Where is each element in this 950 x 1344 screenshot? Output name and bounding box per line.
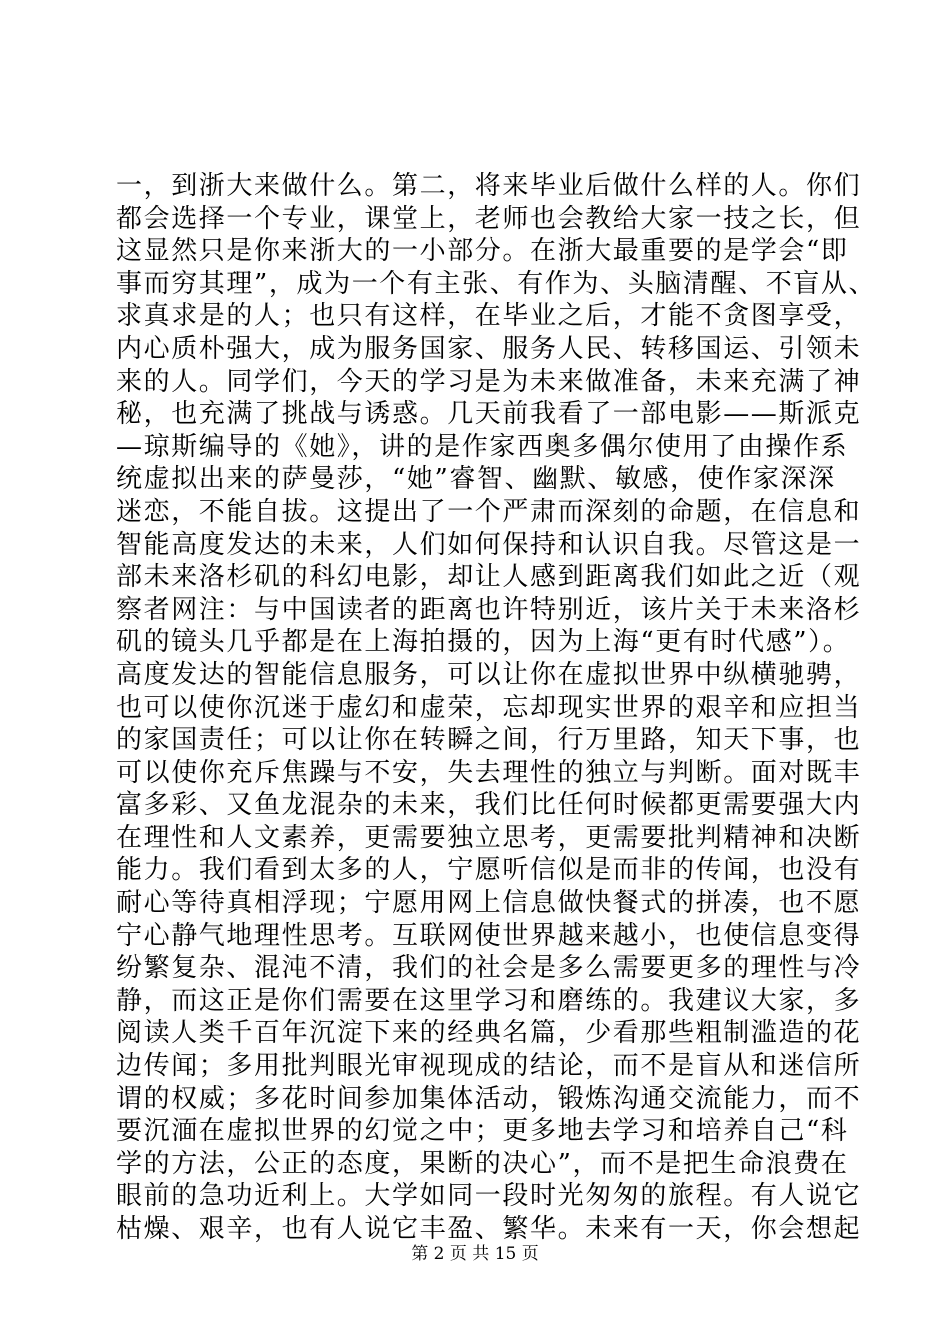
text-line: 统虚拟出来的萨曼莎，“她”睿智、幽默、敏感，使作家深深 [116,464,836,495]
text-line: 谓的权威；多花时间参加集体活动，锻炼沟通交流能力，而不 [116,1083,862,1114]
text-line: 这显然只是你来浙大的一小部分。在浙大最重要的是学会“即 [116,236,849,267]
text-line: 富多彩、又鱼龙混杂的未来，我们比任何时候都更需要强大内 [116,790,862,821]
text-line: 宁心静气地理性思考。互联网使世界越来越小，也使信息变得 [116,920,862,951]
text-line: 能力。我们看到太多的人，宁愿听信似是而非的传闻，也没有 [116,855,862,886]
text-line: 阅读人类千百年沉淀下来的经典名篇，少看那些粗制滥造的花 [116,1018,862,1049]
text-line: 事而穷其理”，成为一个有主张、有作为、头脑清醒、不盲从、 [116,268,877,299]
text-line: 矶的镜头几乎都是在上海拍摄的，因为上海“更有时代感”）。 [116,627,851,658]
text-line: 求真求是的人；也只有这样，在毕业之后，才能不贪图享受， [116,301,862,332]
text-line: 眼前的急功近利上。大学如同一段时光匆匆的旅程。有人说它 [116,1181,862,1212]
text-line: 耐心等待真相浮现；宁愿用网上信息做快餐式的拼凑，也不愿 [116,888,862,919]
text-line: 枯燥、艰辛，也有人说它丰盈、繁华。未来有一天，你会想起 [116,1214,862,1244]
page-number-footer: 第 2 页 共 15 页 [411,1244,539,1264]
text-line: 察者网注：与中国读者的距离也许特别近，该片关于未来洛杉 [116,594,862,625]
text-line: —琼斯编导的《她》，讲的是作家西奥多偶尔使用了由操作系 [116,431,849,462]
text-line: 秘，也充满了挑战与诱惑。几天前我看了一部电影——斯派克 [116,399,862,430]
text-line: 智能高度发达的未来，人们如何保持和认识自我。尽管这是一 [116,529,862,560]
text-line: 的家国责任；可以让你在转瞬之间，行万里路，知天下事，也 [116,725,862,756]
text-line: 要沉湎在虚拟世界的幻觉之中；更多地去学习和培养自己“科 [116,1116,849,1147]
text-line: 在理性和人文素养，更需要独立思考，更需要批判精神和决断 [116,822,862,853]
text-line: 迷恋，不能自拔。这提出了一个严肃而深刻的命题，在信息和 [116,496,862,527]
body-text [116,170,877,1246]
text-line: 也可以使你沉迷于虚幻和虚荣，忘却现实世界的艰辛和应担当 [116,692,862,723]
text-line: 静，而这正是你们需要在这里学习和磨练的。我建议大家，多 [116,985,862,1016]
text-line: 内心质朴强大，成为服务国家、服务人民、转移国运、引领未 [116,333,862,364]
text-line: 学的方法，公正的态度，果断的决心”，而不是把生命浪费在 [116,1148,849,1179]
text-line: 高度发达的智能信息服务，可以让你在虚拟世界中纵横驰骋， [116,659,862,690]
text-line: 纷繁复杂、混沌不清，我们的社会是多么需要更多的理性与冷 [116,953,862,984]
text-line: 来的人。同学们，今天的学习是为未来做准备，未来充满了神 [116,366,862,397]
text-line: 都会选择一个专业，课堂上，老师也会教给大家一技之长，但 [116,203,862,234]
text-line: 可以使你充斥焦躁与不安，失去理性的独立与判断。面对既丰 [116,757,862,788]
text-line: 部未来洛杉矶的科幻电影，却让人感到距离我们如此之近（观 [116,562,862,593]
text-line: 边传闻；多用批判眼光审视现成的结论，而不是盲从和迷信所 [116,1051,862,1082]
text-line: 一，到浙大来做什么。第二，将来毕业后做什么样的人。你们 [116,171,862,201]
